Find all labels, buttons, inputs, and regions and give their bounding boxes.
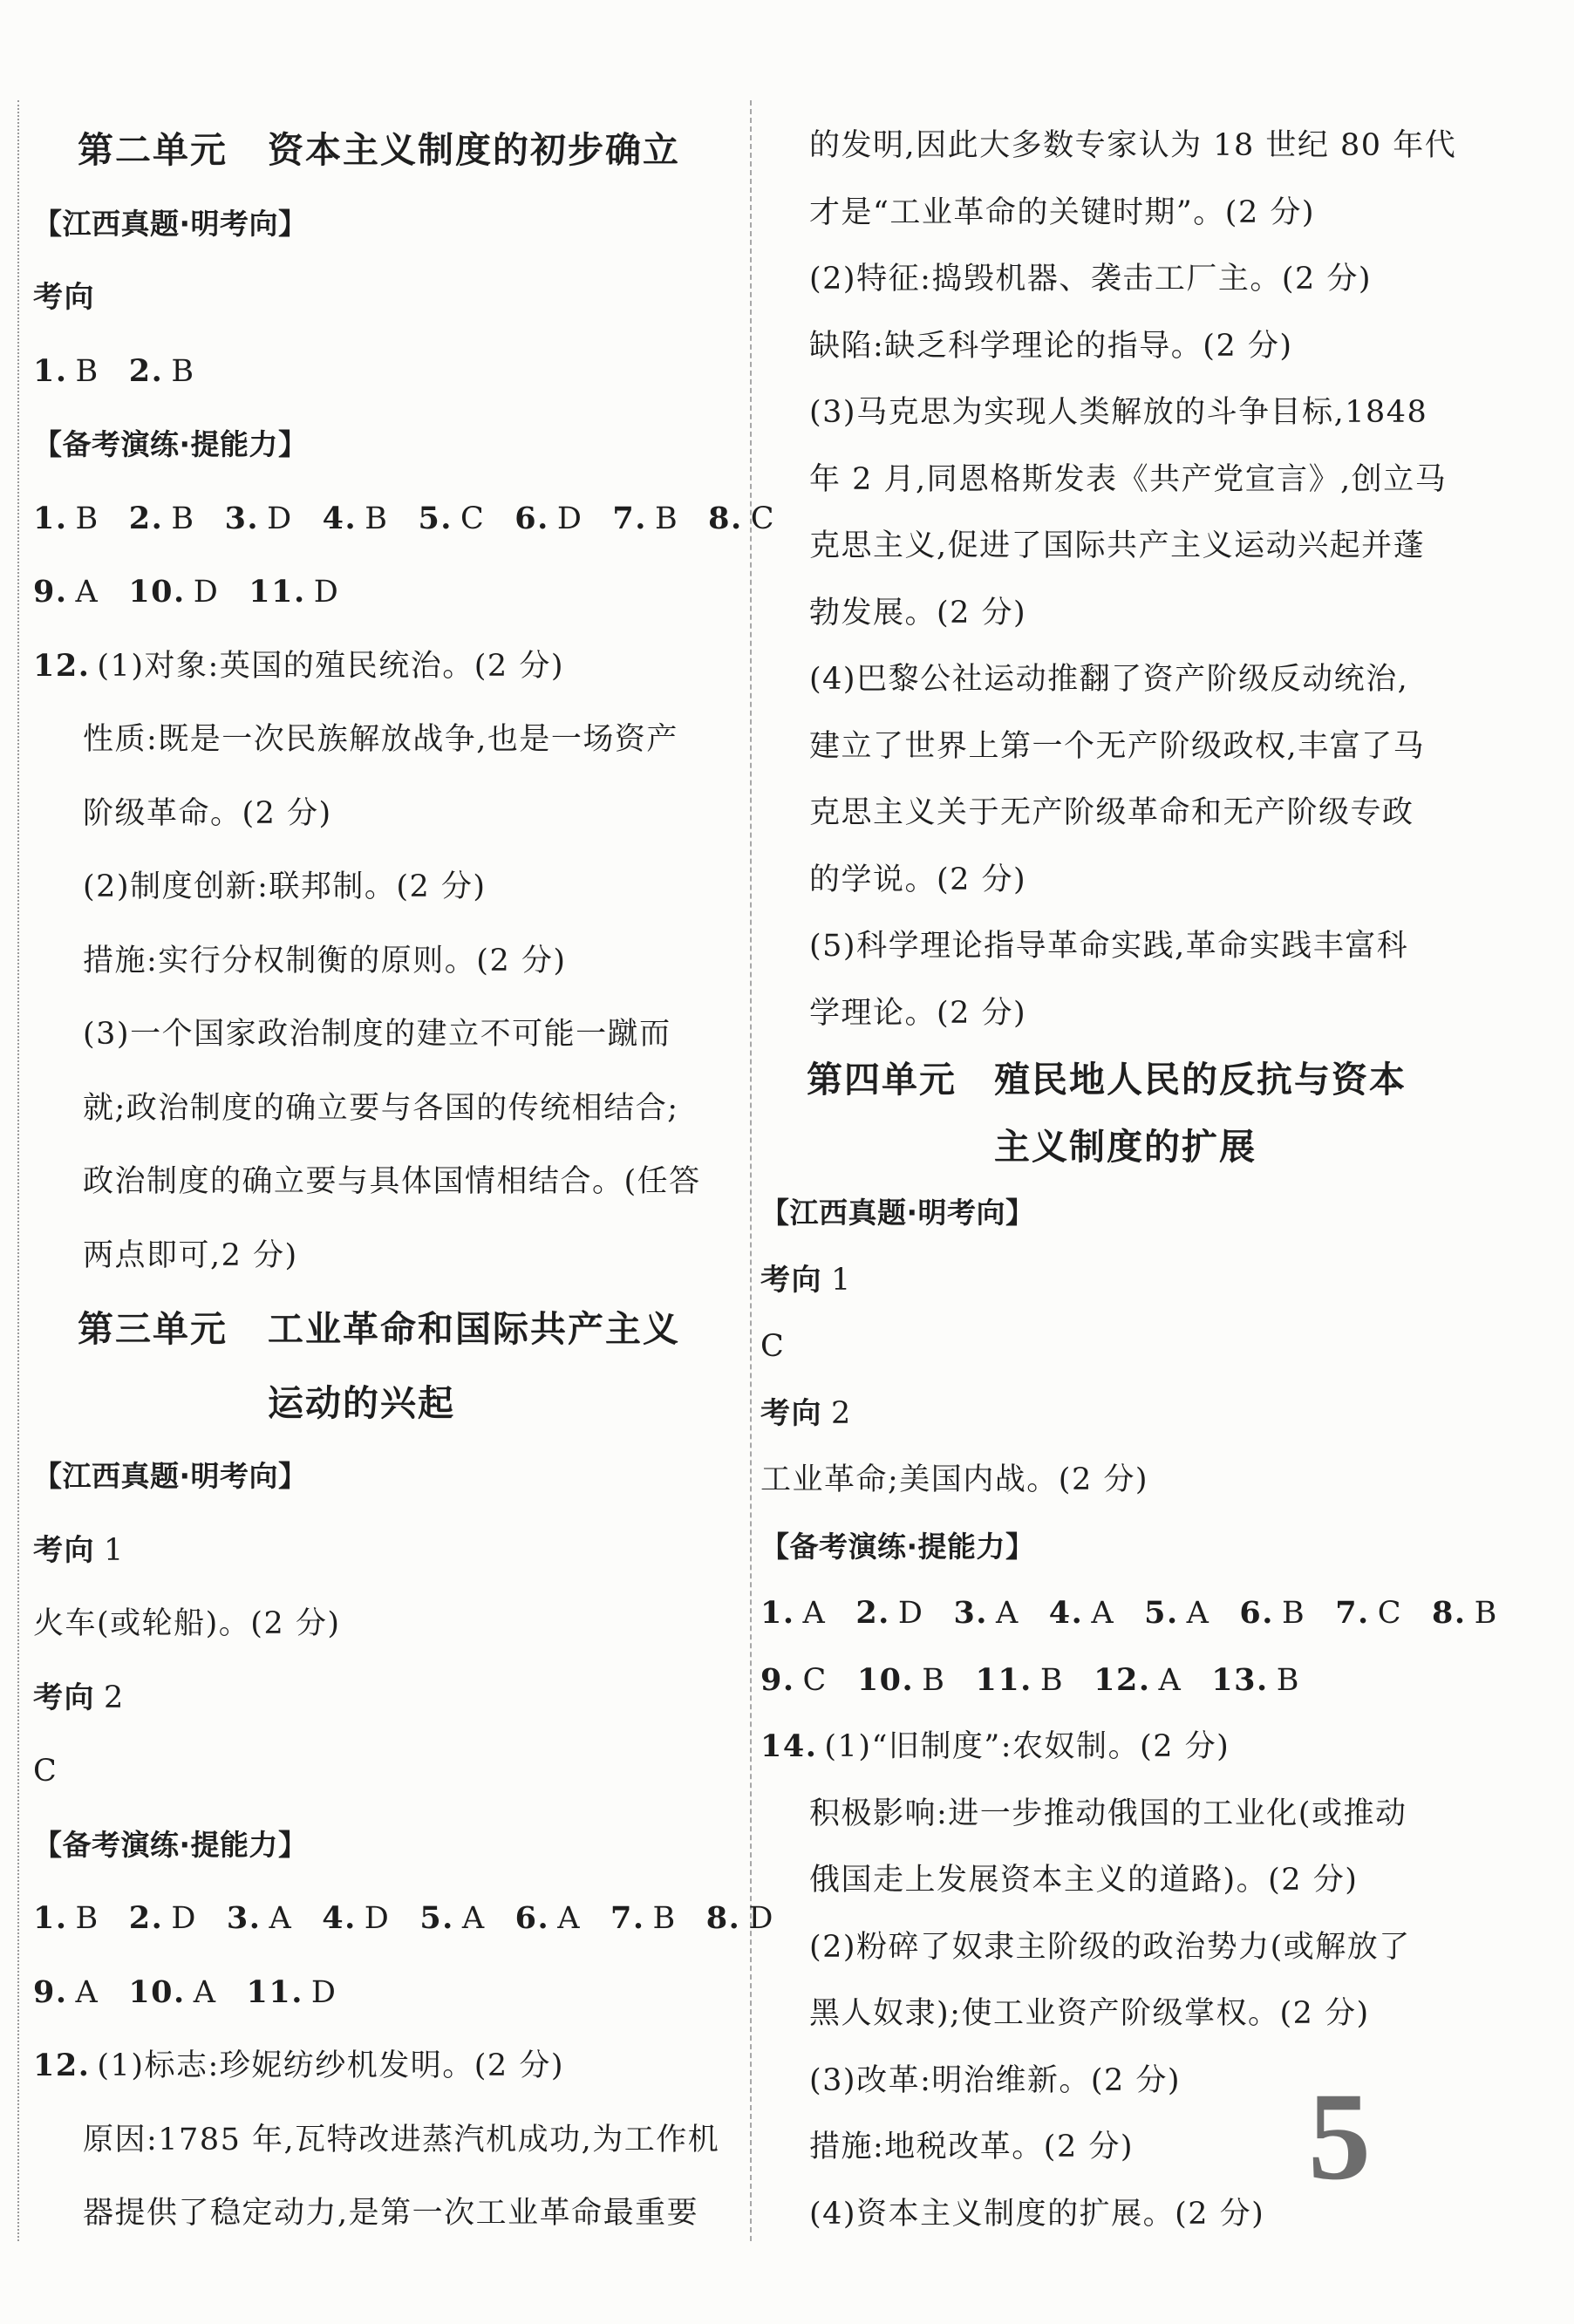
answer-item	[1432, 1580, 1498, 1647]
answer-letter: A	[802, 1596, 827, 1631]
unit3-q12-first-line	[33, 2029, 741, 2103]
answer-item	[247, 1956, 337, 2030]
unit4-zhenti-label: 【江西真题·明考向】	[760, 1196, 1035, 1230]
answer-number: 1.	[33, 352, 68, 389]
answer-text: (1)对象:英国的殖民统治。(2 分)	[97, 648, 564, 684]
answer-text-line: 勃发展。(2 分)	[809, 595, 1027, 630]
question-number: 12.	[33, 647, 91, 684]
answer-item	[1144, 1580, 1209, 1647]
answer-letter: B	[171, 353, 195, 389]
answer-letter: B	[75, 1901, 99, 1936]
answer-item	[857, 1647, 946, 1714]
answer-item	[760, 1580, 826, 1647]
question-number: 12.	[33, 2048, 91, 2083]
right-column	[760, 112, 1498, 2247]
unit3-kaoxiang-1	[33, 1514, 741, 1588]
answer-letter: B	[922, 1662, 946, 1698]
answer-number: 9.	[33, 574, 68, 610]
answer-number: 3.	[953, 1595, 988, 1631]
answer-text: (1)标志:珍妮纺纱机发明。(2 分)	[97, 2048, 564, 2083]
answer-number: 10.	[856, 1661, 915, 1698]
answer-number: 11.	[975, 1661, 1032, 1698]
unit4-unit-label: 第四单元	[807, 1059, 957, 1101]
unit4-heading	[760, 1046, 1475, 1114]
answer-item	[129, 1882, 197, 1956]
unit4-kaoxiang-2	[760, 1380, 1475, 1448]
answer-number: 10.	[128, 1973, 186, 2010]
kaoxiang-label: 考向	[760, 1262, 822, 1298]
answer-letter: B	[1474, 1596, 1498, 1631]
kaoxiang-label: 考向	[33, 280, 95, 315]
answer-item	[249, 555, 339, 630]
unit2-choice-row-1	[33, 482, 775, 556]
unit4-q14-first-line	[760, 1714, 1475, 1781]
unit4-choice-row-1	[760, 1580, 1498, 1647]
answer-text-line: 缺陷:缺乏科学理论的指导。(2 分)	[809, 328, 1293, 364]
answer-letter: D	[748, 1901, 774, 1936]
answer-number: 1.	[33, 500, 68, 536]
answer-number: 6.	[514, 500, 549, 536]
answer-text-line: 就;政治制度的确立要与各国的传统相结合;	[83, 1090, 679, 1126]
answer-item	[610, 1882, 677, 1956]
answer-number: 3.	[226, 1900, 262, 1936]
unit3-kaoxiang-2	[33, 1661, 741, 1735]
answer-letter: B	[1276, 1662, 1300, 1698]
answer-letter: B	[75, 501, 99, 536]
answer-text-line: 的发明,因此大多数专家认为 18 世纪 80 年代	[809, 128, 1457, 163]
answer-number: 2.	[128, 352, 164, 389]
answer-number: 8.	[705, 1900, 741, 1936]
unit3-yanlian-label: 【备考演练·提能力】	[33, 1827, 308, 1862]
answer-letter: C	[802, 1662, 828, 1698]
answer-letter: B	[365, 501, 389, 536]
answer-letter: D	[313, 575, 340, 610]
answer-number: 2.	[128, 1900, 164, 1936]
answer-text-line: 政治制度的确立要与具体国情相结合。(任答	[83, 1164, 701, 1199]
answer-number: 8.	[1432, 1595, 1467, 1631]
answer-item	[975, 1647, 1064, 1714]
unit4-kaoxiang-2-answer: 工业革命;美国内战。(2 分)	[760, 1462, 1148, 1497]
answer-item	[514, 482, 583, 556]
unit3-title-line-1: 工业革命和国际共产主义	[268, 1308, 680, 1350]
unit2-heading	[33, 113, 741, 187]
answer-letter: A	[1186, 1596, 1210, 1631]
answer-item	[129, 482, 195, 556]
answer-text-line: (3)马克思为实现人类解放的斗争目标,1848	[809, 395, 1428, 430]
answer-text-line: 年 2 月,同恩格斯发表《共产党宣言》,创立马	[809, 461, 1448, 497]
answer-item	[33, 335, 99, 409]
answer-number: 13.	[1211, 1661, 1269, 1698]
answer-letter: D	[364, 1901, 391, 1936]
answer-item	[128, 555, 219, 630]
answer-item	[128, 1956, 216, 2030]
answer-text-line: 才是“工业革命的关键时期”。(2 分)	[809, 194, 1315, 230]
unit4-choice-row-2	[760, 1647, 1475, 1714]
answer-letter: A	[995, 1596, 1019, 1631]
answer-text-line: 建立了世界上第一个无产阶级政权,丰富了马	[809, 728, 1426, 764]
answer-number: 6.	[1239, 1595, 1274, 1631]
answer-letter: B	[654, 501, 679, 536]
answer-text-line: 克思主义,促进了国际共产主义运动兴起并蓬	[809, 528, 1426, 563]
answer-number: 7.	[610, 1900, 645, 1936]
answer-text-line: (2)粉碎了奴隶主阶级的政治势力(或解放了	[809, 1929, 1411, 1965]
answer-letter: B	[1039, 1662, 1065, 1698]
answer-text-line: (4)巴黎公社运动推翻了资产阶级反动统治,	[809, 662, 1409, 697]
answer-text: (1)“旧制度”:农奴制。(2 分)	[824, 1729, 1230, 1764]
unit2-q12-first-line	[33, 630, 741, 704]
answer-text-line: 措施:地税改革。(2 分)	[809, 2130, 1134, 2164]
answer-letter: C	[1377, 1596, 1403, 1631]
answer-letter: B	[75, 353, 99, 389]
kaoxiang-number: 1	[831, 1262, 852, 1298]
answer-letter: B	[1281, 1596, 1306, 1631]
answer-text-line: (2)制度创新:联邦制。(2 分)	[83, 869, 487, 904]
unit2-choice-row-2	[33, 555, 741, 630]
answer-letter: A	[193, 1974, 217, 2010]
answer-number: 1.	[760, 1595, 795, 1631]
left-margin-rule	[17, 100, 19, 2241]
unit3-title-line-2: 运动的兴起	[268, 1381, 455, 1424]
answer-number: 4.	[322, 500, 358, 536]
answer-text-line: (3)一个国家政治制度的建立不可能一蹴而	[83, 1017, 671, 1052]
answer-item	[1335, 1580, 1402, 1647]
answer-item	[515, 1882, 581, 1956]
unit2-yanlian-label: 【备考演练·提能力】	[33, 427, 308, 461]
answer-letter: A	[269, 1901, 293, 1936]
unit3-choice-row-1	[33, 1882, 774, 1956]
kaoxiang-label: 考向	[33, 1532, 95, 1568]
answer-number: 9.	[33, 1973, 68, 2010]
unit4-kaoxiang-1-answer: C	[760, 1329, 786, 1364]
answer-number: 12.	[1094, 1661, 1151, 1698]
answer-item	[33, 482, 99, 556]
answer-text-line: 学理论。(2 分)	[809, 995, 1027, 1031]
answer-letter: D	[556, 501, 583, 536]
answer-item	[33, 1882, 99, 1956]
unit4-yanlian-label: 【备考演练·提能力】	[760, 1529, 1035, 1564]
answer-item	[227, 1882, 292, 1956]
answer-item	[1239, 1580, 1305, 1647]
answer-letter: B	[652, 1901, 677, 1936]
answer-number: 4.	[1048, 1595, 1084, 1631]
unit3-zhenti-label: 【江西真题·明考向】	[33, 1459, 308, 1493]
unit4-kaoxiang-1	[760, 1247, 1475, 1314]
answer-text-line: 克思主义关于无产阶级革命和无产阶级专政	[809, 795, 1414, 830]
answer-number: 11.	[246, 1973, 303, 2010]
answer-text-line: 器提供了稳定动力,是第一次工业革命最重要	[83, 2196, 699, 2231]
unit3-kaoxiang-1-answer: 火车(或轮船)。(2 分)	[33, 1606, 341, 1641]
answer-letter: A	[557, 1901, 581, 1936]
answer-letter: C	[460, 501, 486, 536]
answer-number: 3.	[224, 500, 260, 536]
unit2-zhenti-label: 【江西真题·明考向】	[33, 206, 308, 241]
left-column	[33, 113, 775, 2251]
unit2-title: 资本主义制度的初步确立	[268, 129, 680, 171]
answer-item	[33, 555, 99, 630]
kaoxiang-number: 1	[104, 1532, 125, 1568]
kaoxiang-number: 2	[831, 1395, 852, 1431]
answer-item	[323, 482, 389, 556]
answer-number: 9.	[760, 1661, 795, 1698]
answer-letter: D	[267, 501, 293, 536]
answer-item	[612, 482, 678, 556]
answer-text-line: 的学说。(2 分)	[809, 862, 1027, 897]
answer-item	[129, 335, 195, 409]
unit2-kaoxiang-answers	[33, 335, 741, 409]
answer-text-line: 性质:既是一次民族解放战争,也是一场资产	[83, 722, 678, 757]
unit4-title-line-2: 主义制度的扩展	[994, 1125, 1257, 1168]
answer-letter: D	[897, 1596, 924, 1631]
answer-letter: A	[75, 575, 99, 610]
answer-item	[225, 482, 293, 556]
answer-number: 5.	[419, 1900, 454, 1936]
answer-number: 2.	[855, 1595, 890, 1631]
answer-letter: B	[171, 501, 195, 536]
answer-item	[760, 1647, 828, 1714]
answer-number: 2.	[128, 500, 164, 536]
answer-letter: A	[461, 1901, 486, 1936]
answer-item	[1211, 1647, 1300, 1714]
answer-number: 11.	[249, 574, 306, 610]
answer-item	[953, 1580, 1019, 1647]
answer-item	[418, 482, 485, 556]
page-number: 5	[1308, 2068, 1371, 2206]
answer-letter: D	[171, 1901, 197, 1936]
answer-letter: D	[193, 575, 220, 610]
answer-text-line: 阶级革命。(2 分)	[83, 795, 332, 831]
question-number: 14.	[760, 1728, 818, 1764]
kaoxiang-label: 考向	[33, 1680, 95, 1715]
answer-text-line: (2)特征:捣毁机器、袭击工厂主。(2 分)	[809, 262, 1373, 296]
answer-number: 10.	[128, 574, 186, 610]
answer-letter: A	[1158, 1662, 1182, 1698]
answer-number: 6.	[514, 1900, 550, 1936]
answer-number: 7.	[1335, 1595, 1370, 1631]
unit4-title-line-1: 殖民地人民的反抗与资本	[994, 1059, 1407, 1101]
answer-text-line: 积极影响:进一步推动俄国的工业化(或推动	[809, 1796, 1407, 1831]
answer-number: 7.	[612, 500, 647, 536]
unit2-kaoxiang	[33, 261, 741, 335]
answer-text-line: 俄国走上发展资本主义的道路)。(2 分)	[809, 1863, 1359, 1898]
answer-text-line: (3)改革:明治维新。(2 分)	[809, 2062, 1182, 2098]
answer-text-line: 两点即可,2 分)	[83, 1237, 298, 1273]
unit2-unit-label: 第二单元	[78, 129, 228, 171]
answer-letter: C	[750, 501, 775, 536]
answer-text-line: 措施:实行分权制衡的原则。(2 分)	[83, 943, 567, 978]
unit3-choice-row-2	[33, 1956, 741, 2030]
answer-item	[322, 1882, 390, 1956]
answer-number: 5.	[418, 500, 453, 536]
answer-text-line: (4)资本主义制度的扩展。(2 分)	[809, 2196, 1265, 2232]
answer-item	[419, 1882, 485, 1956]
answer-letter: A	[75, 1974, 99, 2010]
answer-number: 5.	[1144, 1595, 1179, 1631]
kaoxiang-number: 2	[104, 1680, 125, 1715]
answer-item	[855, 1580, 923, 1647]
unit3-kaoxiang-2-answer: C	[33, 1754, 58, 1789]
kaoxiang-label: 考向	[760, 1395, 822, 1431]
answer-number: 1.	[33, 1900, 68, 1936]
answer-item	[1049, 1580, 1114, 1647]
answer-item	[1094, 1647, 1182, 1714]
unit3-unit-label: 第三单元	[78, 1308, 228, 1350]
answer-item	[33, 1956, 99, 2030]
answer-text-line: (5)科学理论指导革命实践,革命实践丰富科	[809, 929, 1409, 964]
answer-text-line: 原因:1785 年,瓦特改进蒸汽机成功,为工作机	[83, 2122, 720, 2157]
answer-letter: A	[1091, 1596, 1115, 1631]
answer-text-line: 黑人奴隶);使工业资产阶级掌权。(2 分)	[809, 1996, 1370, 2031]
unit3-heading	[33, 1292, 741, 1366]
answer-number: 8.	[708, 500, 743, 536]
answer-number: 4.	[322, 1900, 357, 1936]
answer-letter: D	[310, 1974, 337, 2010]
